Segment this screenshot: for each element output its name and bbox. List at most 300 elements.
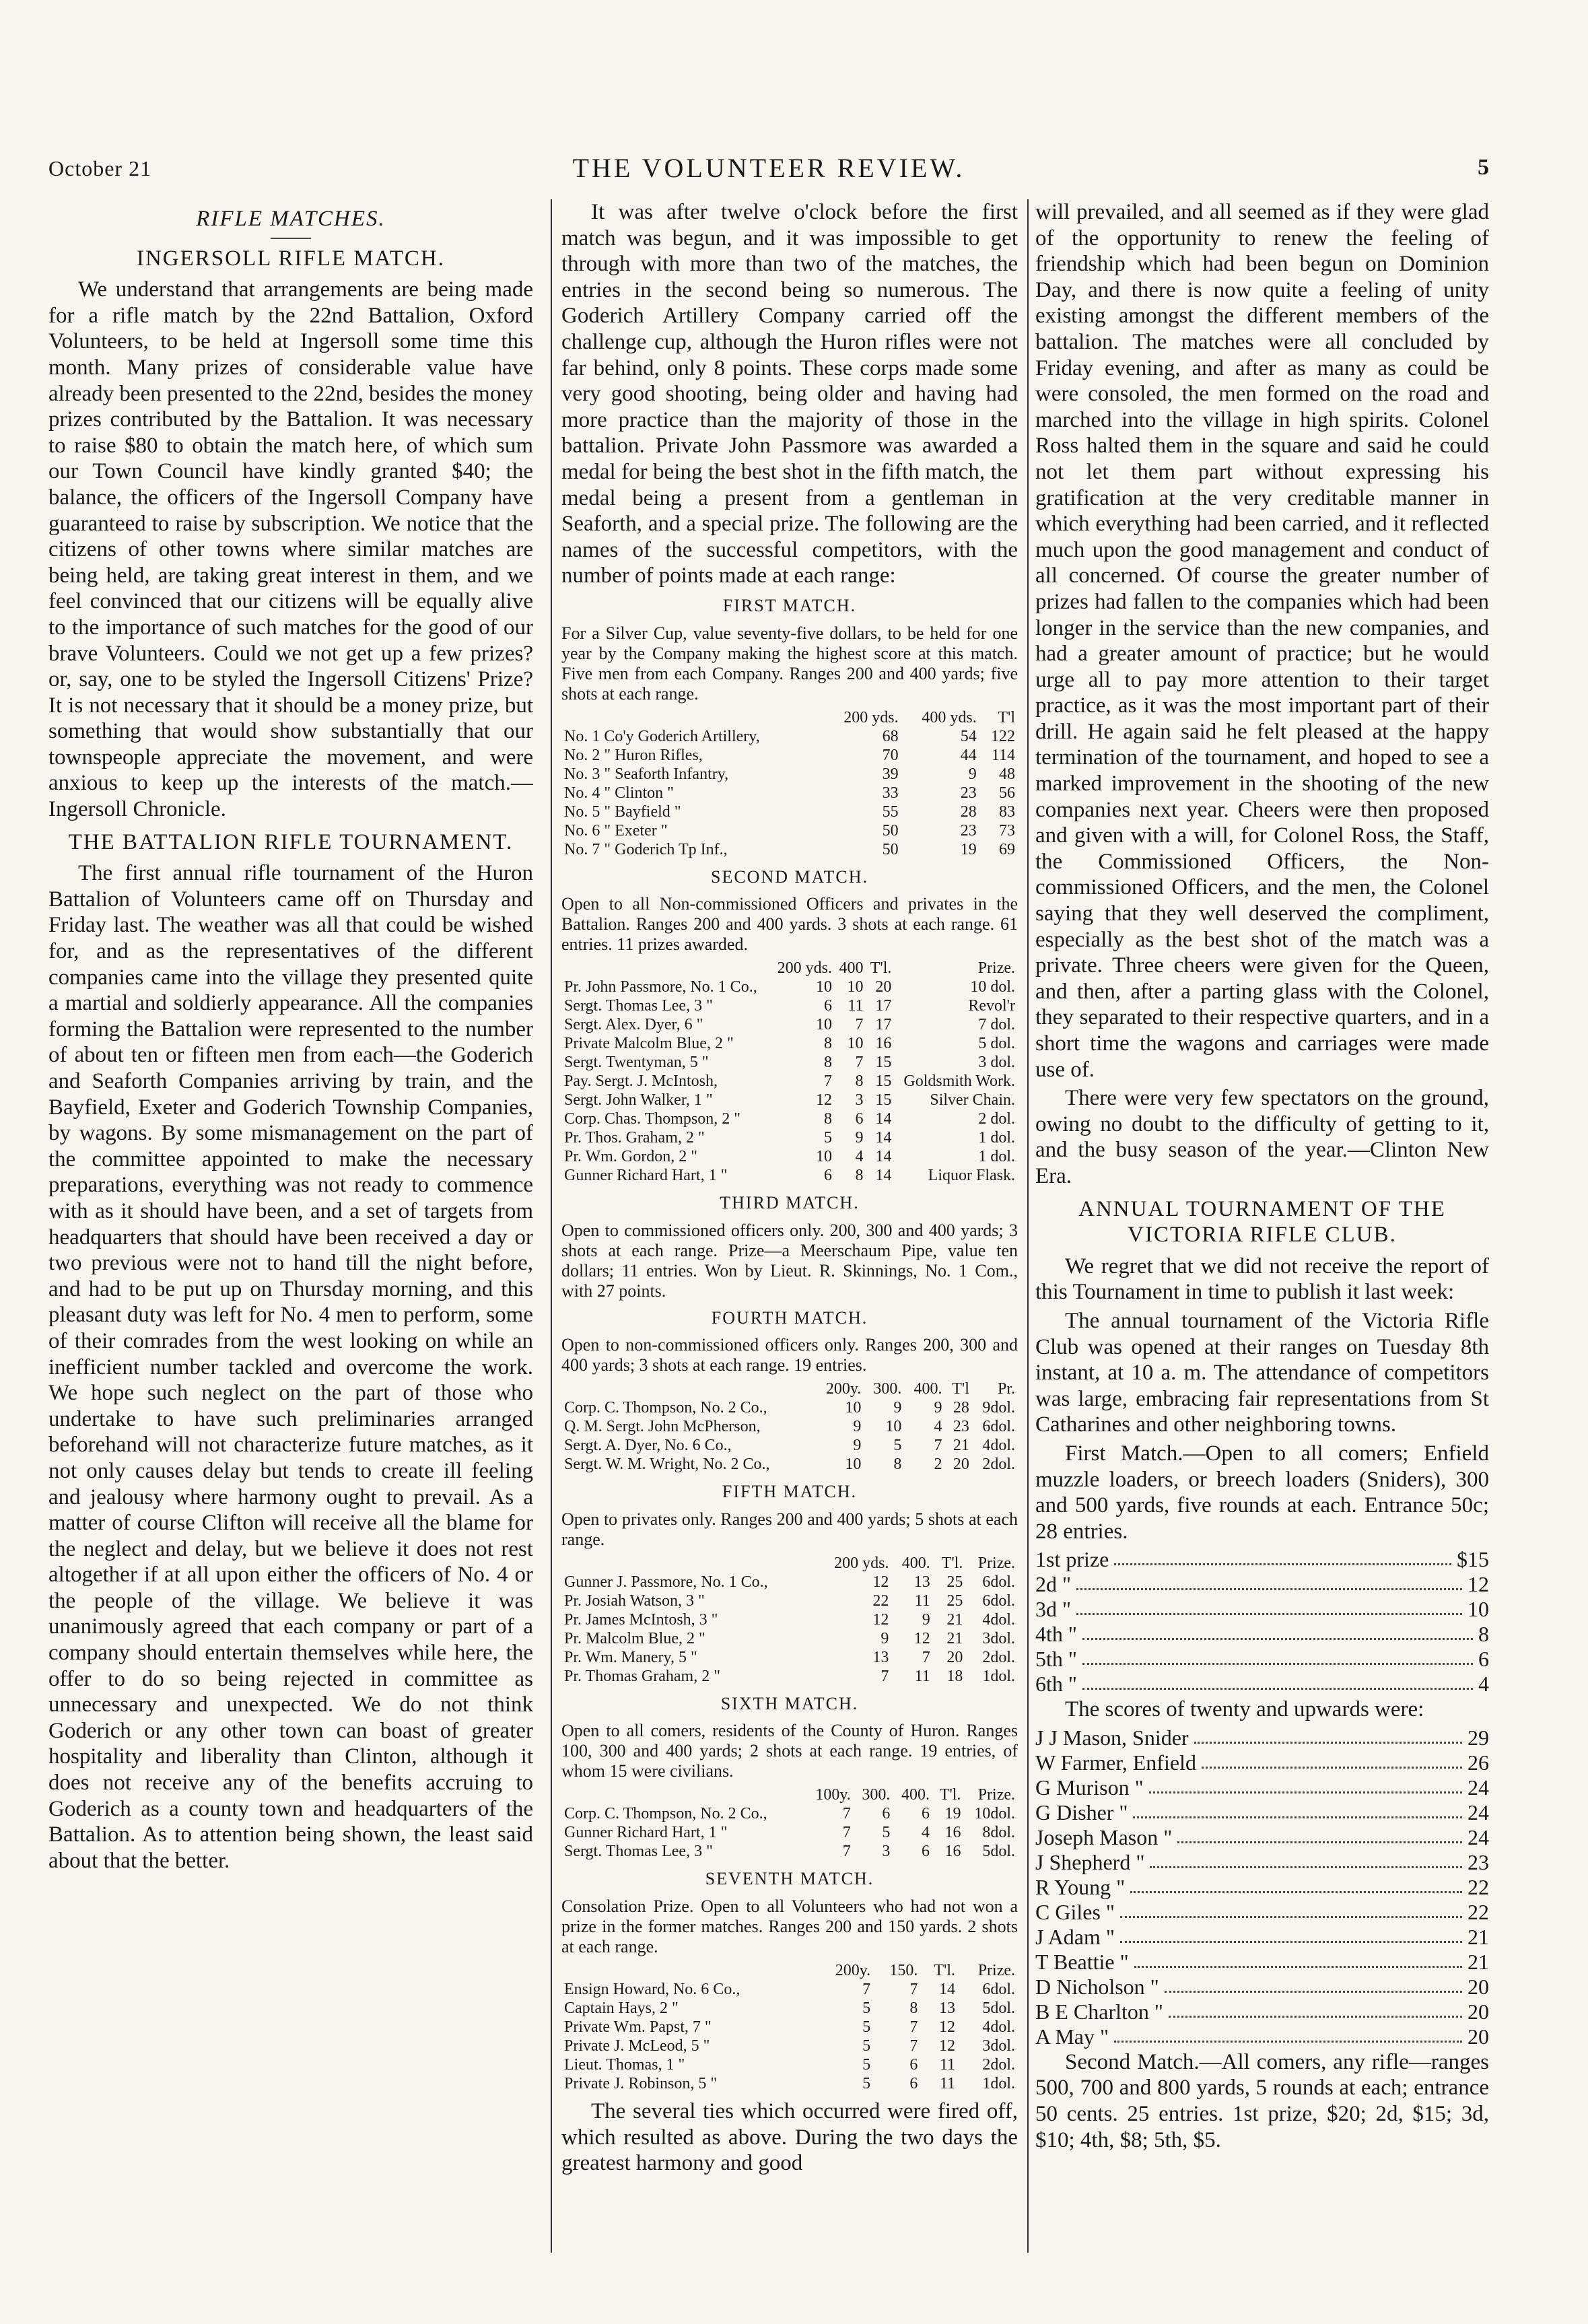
column-header: 400. (913, 1380, 942, 1398)
dot-leader (1120, 1900, 1462, 1918)
dot-leader (1134, 1950, 1462, 1968)
column-header: T'l. (941, 1554, 963, 1572)
table-cell: 10 (815, 1148, 832, 1166)
dot-leader (1165, 1975, 1462, 1993)
entry-value: 6 (1478, 1647, 1489, 1672)
table-row (561, 1842, 1018, 1861)
table-row (561, 765, 1018, 784)
entry-label: 6th " (1035, 1672, 1077, 1697)
table-cell: 7 (855, 1016, 864, 1034)
table-cell: Pr. Thomas Graham, 2 " (564, 1667, 720, 1685)
table-cell: 12 (872, 1573, 889, 1591)
dot-leader (1150, 1850, 1462, 1868)
match-title: SECOND MATCH. (710, 866, 869, 887)
entry-label: T Beattie " (1035, 1949, 1129, 1974)
table-cell: 25 (946, 1592, 963, 1610)
table-cell: 23 (960, 784, 977, 802)
table-cell: 2dol. (982, 1456, 1015, 1474)
table-row (561, 1147, 1018, 1166)
prize-row (1035, 1672, 1489, 1697)
article-paragraph: First Match.—Open to all comers; Enfield muzzle loaders, or breech loaders (Sniders), 300 and 500 yards, five rounds at each. Entrance 50c; 28 entries. (1035, 1441, 1489, 1544)
table-cell: 4dol. (982, 2018, 1015, 2037)
article-paragraph: There were very few spectators on the ground, owing no doubt to the difficulty of getting to it, and the busy season of the year.—Clinton New Era. (1035, 1086, 1489, 1188)
entry-label: B E Charlton " (1035, 1999, 1163, 2024)
match-conditions: Open to non-commissioned officers only. Ranges 200, 300 and 400 yards; 3 shots at each range. 19 entries. (561, 1335, 1018, 1375)
table-cell: 16 (944, 1824, 961, 1842)
entry-label: 5th " (1035, 1647, 1077, 1672)
table-cell: 4 (921, 1824, 930, 1842)
table-cell: Pr. Wm. Manery, 5 " (564, 1648, 697, 1666)
results-table (561, 959, 1018, 1185)
column-header: T'l (952, 1380, 969, 1398)
table-cell: 4 (855, 1148, 864, 1166)
table-cell: Pay. Sergt. J. McIntosh, (564, 1072, 718, 1091)
table-cell: Liquor Flask. (928, 1167, 1015, 1185)
table-cell: Sergt. W. M. Wright, No. 2 Co., (564, 1456, 770, 1474)
table-cell: Goldsmith Work. (903, 1072, 1015, 1091)
table-cell: 10 (847, 1035, 864, 1053)
table-row (561, 727, 1018, 746)
table-row (561, 2018, 1018, 2037)
table-row (561, 1109, 1018, 1128)
table-cell: 6dol. (982, 1573, 1015, 1591)
publication-title: THE VOLUNTEER REVIEW. (572, 153, 965, 183)
table-cell: 5 (862, 2056, 871, 2074)
article-paragraph: It was after twelve o'clock before the first match was begun, and it was impossible to get through with more than two of the matches, the entries in the second being so numerous. The Goderich Artillery Company carried off the challenge cup, although the Huron rifles were not far behind, only 8 points. These corps made some very good shooting, being older and having had more practice than the majority of those in the battalion. Private John Passmore was awarded a medal for being the best shot in the fifth match, the medal being a present from a gentleman in Seaforth, and a special prize. The following are the names of the successful competitors, with the number of points made at each range: (561, 200, 1018, 588)
table-cell: 11 (914, 1592, 930, 1610)
table-cell: 7 (823, 1072, 832, 1091)
entry-label: C Giles " (1035, 1899, 1115, 1924)
table-cell: 20 (953, 1456, 969, 1474)
table-cell: 10 (815, 978, 832, 996)
entry-value: 8 (1478, 1622, 1489, 1647)
entry-label: G Disher " (1035, 1800, 1128, 1824)
divider (271, 238, 311, 239)
table-cell: 7 (909, 2037, 918, 2055)
table-cell: 2 (934, 1456, 942, 1474)
table-cell: 5 (862, 2018, 871, 2037)
table-cell: Private J. McLeod, 5 " (564, 2037, 710, 2055)
dot-leader (1169, 2000, 1462, 2018)
table-cell: 12 (913, 1629, 930, 1647)
dot-leader (1114, 1547, 1451, 1565)
table-cell: 68 (882, 727, 899, 745)
table-cell: 17 (875, 1016, 892, 1034)
table-cell: Pr. Wm. Gordon, 2 " (564, 1148, 698, 1166)
entry-value: 22 (1468, 1899, 1489, 1924)
table-row (561, 1128, 1018, 1147)
table-row (561, 1455, 1018, 1474)
table-row (561, 996, 1018, 1015)
table-cell: 6 (921, 1805, 930, 1823)
table-cell: 44 (960, 746, 977, 764)
table-cell: 1dol. (982, 2075, 1015, 2093)
article-paragraph: We understand that arrangements are being made for a rifle match by the 22nd Battalion, Oxford Volunteers, to be held at Ingersoll some time this month. Many prizes of considerable value have already been presented to the 22nd, besides the money prizes contributed by the Battalion. It was necessary to raise $80 to obtain the match here, of which sum our Town Council have kindly granted $40; the balance, the officers of the Ingersoll Company have guaranteed to raise by subscription. We notice that the citizens of other towns where similar matches are being held, are taking great interest in them, and we feel convinced that our citizens will be equally alive to the importance of such matches for the good of our brave Volunteers. Could we not get up a few prizes? or, say, one to be styled the Ingersoll Citizens' Prize? It is not necessary that it should be a money prize, but something that would show substantially that our townspeople appreciate the movement, and were anxious to keep up the interests of the match.—Ingersoll Chronicle. (48, 277, 533, 822)
table-cell: Sergt. Thomas Lee, 3 " (564, 997, 713, 1015)
entry-label: 1st prize (1035, 1547, 1109, 1572)
table-cell: Sergt. John Walker, 1 " (564, 1091, 713, 1109)
score-row (1035, 1800, 1489, 1825)
table-cell: 3dol. (982, 1629, 1015, 1647)
table-cell: 7 (862, 1981, 871, 1999)
match-conditions: Open to privates only. Ranges 200 and 400 yards; 5 shots at each range. (561, 1509, 1018, 1549)
table-cell: 50 (882, 840, 899, 858)
column-header: T'l. (934, 1962, 956, 1980)
table-row (561, 1417, 1018, 1436)
article-heading: INGERSOLL RIFLE MATCH. (136, 246, 446, 271)
table-cell: 9 (934, 1399, 942, 1417)
table-cell: 9 (881, 1629, 889, 1647)
column-header: 400. (901, 1786, 930, 1804)
table-row (561, 1667, 1018, 1686)
table-row (561, 1629, 1018, 1648)
table-row (561, 1804, 1018, 1823)
column-header: 200 yds. (843, 708, 899, 726)
table-cell: 7 (842, 1824, 851, 1842)
column-header: 200 yds. (834, 1554, 889, 1572)
column-header: 300. (862, 1786, 891, 1804)
score-row (1035, 1750, 1489, 1775)
table-cell: Captain Hays, 2 " (564, 2000, 679, 2018)
table-cell: Corp. C. Thompson, No. 2 Co., (564, 1399, 767, 1417)
table-cell: Lieut. Thomas, 1 " (564, 2056, 685, 2074)
table-cell: 5 (893, 1437, 902, 1455)
table-row (561, 1592, 1018, 1610)
table-cell: 12 (939, 2018, 956, 2037)
match-conditions: Open to all comers, residents of the County of Huron. Ranges 100, 300 and 400 yards; 2 shots at each range. 19 entries, of whom 15 were civilians. (561, 1721, 1018, 1781)
article-paragraph: The first annual rifle tournament of the Huron Battalion of Volunteers came off on Thursday and Friday last. The weather was all that could be wished for, and as the representatives of the different companies came into the village they presented quite a martial and soldierly appearance. All the companies forming the Battalion were represented to the number of about ten or fifteen men from each—the Goderich and Seaforth Companies arriving by train, and the Bayfield, Exeter and Goderich Township Companies, by wagons. By some mismanagement on the part of the committee appointed to make the necessary preparations, everything was not ready to commence with as it should have been, and a set of targets from headquarters that should have been received a day or two previous were not to hand till the night before, and had to be put up on Thursday morning, and this pleasant duty was left for No. 4 men to perform, some of their comrades from the west looking on while an inefficient number tackled and overcome the work. We hope such neglect on the part of those who undertake to have such preliminaries arranged beforehand will not characterize future matches, as it not only causes delay but tends to create ill feeling and jealousy where harmony ought to prevail. As a matter of course Clifton will receive all the blame for the neglect and delay, but we believe it does not rest altogether if at all upon either the officers of No. 4 or the people of the village. We believe it was unanimously agreed that each company or part of a company should entertain themselves while here, the offer to do so being rejected in committee as unnecessary and unexpected. We do not think Goderich or any other town can boast of greater hospitality and liberality than Clinton, although it does not receive any of the benefits accruing to Goderich as a county town and headquarters of the Battalion. As to attention being shown, the least said about that the better. (48, 861, 533, 1873)
table-cell: 20 (946, 1648, 963, 1666)
table-cell: 7 (934, 1437, 942, 1455)
table-cell: 9 (893, 1399, 902, 1417)
table-row (561, 1034, 1018, 1053)
table-cell: Revol'r (968, 997, 1015, 1015)
table-cell: 19 (944, 1805, 961, 1823)
table-cell: Silver Chain. (930, 1091, 1015, 1109)
match-conditions: Consolation Prize. Open to all Volunteers who had not won a prize in the former matches. Ranges 200 and 150 yards. 2 shots at each range. (561, 1896, 1018, 1957)
table-cell: 7 (842, 1843, 851, 1861)
entry-value: 24 (1468, 1775, 1489, 1800)
table-cell: 8 (893, 1456, 902, 1474)
table-cell: 12 (815, 1091, 832, 1109)
column-3 (1035, 199, 1489, 2253)
table-cell: Sergt. Twentyman, 5 " (564, 1054, 709, 1072)
dot-leader (1120, 1925, 1462, 1943)
table-cell: 21 (946, 1610, 963, 1629)
table-cell: 114 (991, 746, 1015, 764)
article-heading: THE BATTALION RIFLE TOURNAMENT. (68, 829, 514, 854)
table-cell: 7 (842, 1805, 851, 1823)
page-number: 5 (1478, 155, 1489, 180)
column-header: Prize. (977, 1786, 1015, 1804)
table-row (561, 2055, 1018, 2074)
entry-value: 12 (1468, 1572, 1489, 1597)
column-header (561, 1785, 806, 1804)
table-cell: Sergt. Thomas Lee, 3 " (564, 1843, 713, 1861)
column-header: 300. (873, 1380, 902, 1398)
table-cell: 13 (939, 2000, 956, 2018)
table-cell: 9 (922, 1610, 930, 1629)
dot-leader (1149, 1775, 1462, 1793)
column-header: Prize. (977, 959, 1015, 978)
section-heading: RIFLE MATCHES. (196, 207, 386, 231)
table-cell: 8 (855, 1072, 864, 1091)
entry-value: 24 (1468, 1824, 1489, 1849)
table-row (561, 821, 1018, 840)
table-header-row (561, 1785, 1018, 1804)
table-cell: 10 (885, 1418, 902, 1436)
match-block (561, 864, 1018, 1186)
table-cell: 8 (855, 1167, 864, 1185)
column-header: Prize. (977, 1554, 1015, 1572)
column-header: T'l (998, 708, 1015, 726)
column-header: 200y. (825, 1380, 862, 1398)
table-cell: 14 (875, 1110, 892, 1128)
column-header: 150. (889, 1962, 918, 1980)
table-cell: 10 (815, 1016, 832, 1034)
table-cell: 2dol. (982, 2056, 1015, 2074)
table-row (561, 1610, 1018, 1629)
dot-leader (1082, 1647, 1473, 1665)
table-cell: 23 (960, 821, 977, 840)
match-block (561, 1479, 1018, 1686)
table-cell: 73 (999, 821, 1015, 840)
dot-leader (1130, 1875, 1462, 1893)
table-cell: 6 (823, 997, 832, 1015)
table-row (561, 1053, 1018, 1072)
table-cell: 22 (872, 1592, 889, 1610)
entry-label: J Adam " (1035, 1924, 1115, 1949)
column-header (561, 1961, 816, 1980)
table-cell: 9 (853, 1418, 862, 1436)
prize-row (1035, 1622, 1489, 1647)
table-cell: Q. M. Sergt. John McPherson, (564, 1418, 761, 1436)
table-cell: 6dol. (982, 1592, 1015, 1610)
match-block (561, 1305, 1018, 1474)
table-cell: Private Malcolm Blue, 2 " (564, 1035, 734, 1053)
table-row (561, 2037, 1018, 2055)
table-row (561, 978, 1018, 996)
table-row (561, 840, 1018, 859)
score-row (1035, 2000, 1489, 2024)
entry-label: Joseph Mason " (1035, 1824, 1173, 1849)
prize-list (1035, 1547, 1489, 1697)
table-cell: 56 (999, 784, 1015, 802)
table-cell: 8 (823, 1110, 832, 1128)
table-cell: 15 (875, 1091, 892, 1109)
column-header: 400. (901, 1554, 930, 1572)
table-row (561, 1999, 1018, 2018)
table-cell: 5dol. (982, 1843, 1015, 1861)
entry-value: 26 (1468, 1750, 1489, 1775)
article-paragraph: will prevailed, and all seemed as if they were glad of the opportunity to renew the feeling of friendship which had been begun on Dominion Day, and there is now quite a feeling of unity existing amongst the different members of the battalion. The matches were all concluded by Friday evening, and after as many as could be were consoled, the men formed on the road and marched into the village in high spirits. Colonel Ross halted them in the square and said he could not let them part without expressing his gratification at the very creditable manner in which everything had been carried, and it reflected much upon the good management and conduct of all concerned. Of course the greater number of prizes had fallen to the companies which had been longer in the service than the new companies, and had a greater amount of practice; but he would urge all to pay more attention to their target practice, as it was the most important part of their drill. He again said he felt pleased at the happy termination of the tournament, and hoped to see a marked improvement in the shooting of the new companies next year. Cheers were then proposed and given with a will, for Colonel Ross, the Staff, the Commissioned Officers, the Non-commissioned Officers, and the men, the Colonel saying that they well deserved the compliment, especially as the best shot of the match was a private. Three cheers were given for the Queen, and then, after a parting glass with the Colonel, they separated to their respective quarters, and in a short time the wagons and carriages were made use of. (1035, 200, 1489, 1082)
score-row (1035, 1850, 1489, 1875)
dot-leader (1082, 1622, 1473, 1640)
results-table (561, 1785, 1018, 1861)
table-cell: 5 (862, 2037, 871, 2055)
column-2 (551, 199, 1029, 2253)
table-cell: No. 5 " Bayfield " (564, 802, 681, 821)
column-header (561, 1379, 815, 1398)
match-conditions: Open to commissioned officers only. 200, 300 and 400 yards; 3 shots at each range. Prize—a Meerschaum Pipe, value ten dollars; 11 entries. Won by Lieut. R. Skinnings, No. 1 Com., with 27 points. (561, 1220, 1018, 1301)
match-block (561, 1691, 1018, 1861)
table-row (561, 1398, 1018, 1417)
table-cell: 9 (853, 1437, 862, 1455)
score-row (1035, 1975, 1489, 2000)
match-title: FIFTH MATCH. (722, 1482, 858, 1502)
column-header (561, 959, 771, 978)
dot-leader (1133, 1800, 1462, 1818)
entry-value: 24 (1468, 1800, 1489, 1824)
prize-row (1035, 1547, 1489, 1572)
score-row (1035, 1775, 1489, 1800)
entry-label: 3d " (1035, 1597, 1072, 1622)
entry-value: 10 (1468, 1597, 1489, 1622)
table-cell: 6 (823, 1167, 832, 1185)
article-paragraph: We regret that we did not receive the report of this Tournament in time to publish it last week: (1035, 1254, 1489, 1305)
match-title: SEVENTH MATCH. (705, 1869, 874, 1889)
column-1 (48, 199, 533, 2253)
column-header (561, 708, 823, 727)
page-header (48, 152, 1489, 193)
table-cell: Pr. Malcolm Blue, 2 " (564, 1629, 705, 1647)
prize-row (1035, 1647, 1489, 1672)
table-header-row (561, 1379, 1018, 1398)
table-row (561, 1823, 1018, 1842)
table-cell: 13 (913, 1573, 930, 1591)
table-header-row (561, 708, 1018, 727)
table-cell: 5 dol. (978, 1035, 1015, 1053)
table-cell: 23 (953, 1418, 969, 1436)
column-header: T'l. (939, 1786, 961, 1804)
table-cell: 28 (960, 802, 977, 821)
match-title: FIRST MATCH. (722, 595, 857, 615)
entry-label: J Shepherd " (1035, 1849, 1145, 1874)
table-cell: 14 (939, 1981, 956, 1999)
match-conditions: For a Silver Cup, value seventy-five dollars, to be held for one year by the Company making the highest score at this match. Five men from each Company. Ranges 200 and 400 yards; five shots at each range. (561, 623, 1018, 704)
match-title: THIRD MATCH. (720, 1193, 860, 1213)
column-header (561, 1554, 818, 1573)
table-cell: 5 (862, 2075, 871, 2093)
table-cell: 1 dol. (978, 1148, 1015, 1166)
table-cell: 7 (922, 1648, 930, 1666)
entry-label: 4th " (1035, 1622, 1077, 1647)
table-cell: 3 (855, 1091, 864, 1109)
score-row (1035, 2024, 1489, 2049)
table-cell: 21 (953, 1437, 969, 1455)
entry-value: 21 (1468, 1949, 1489, 1974)
table-row (561, 2074, 1018, 2093)
table-cell: 2 dol. (978, 1110, 1015, 1128)
article-paragraph: The several ties which occurred were fired off, which resulted as above. During the two days the greatest harmony and good (561, 2099, 1018, 2176)
table-cell: 5 (823, 1129, 832, 1147)
table-cell: No. 4 " Clinton " (564, 784, 674, 802)
table-cell: 10dol. (974, 1805, 1015, 1823)
score-row (1035, 1725, 1489, 1750)
entry-value: $15 (1457, 1547, 1489, 1572)
table-header-row (561, 1554, 1018, 1573)
table-cell: 70 (882, 746, 899, 764)
table-cell: Pr. James McIntosh, 3 " (564, 1610, 718, 1629)
table-cell: 10 (845, 1456, 862, 1474)
table-cell: No. 2 " Huron Rifles, (564, 746, 703, 764)
dot-leader (1082, 1672, 1473, 1690)
table-cell: 7 (909, 2018, 918, 2037)
article-paragraph: The annual tournament of the Victoria Rifle Club was opened at their ranges on Tuesday 8th instant, at 10 a. m. The attendance of competitors was large, embracing fair representations from St Catharines and other neighboring towns. (1035, 1308, 1489, 1437)
entry-value: 21 (1468, 1924, 1489, 1949)
entry-label: G Murison " (1035, 1775, 1144, 1800)
table-row (561, 802, 1018, 821)
score-row (1035, 1875, 1489, 1900)
table-cell: 1dol. (982, 1667, 1015, 1685)
table-cell: Pr. Thos. Graham, 2 " (564, 1129, 705, 1147)
match-title: SIXTH MATCH. (720, 1693, 859, 1713)
table-cell: 21 (946, 1629, 963, 1647)
table-cell: No. 3 " Seaforth Infantry, (564, 765, 729, 783)
table-row (561, 1980, 1018, 1999)
table-cell: Private Wm. Papst, 7 " (564, 2018, 712, 2037)
table-cell: 3 (882, 1843, 891, 1861)
entry-label: D Nicholson " (1035, 1974, 1159, 1999)
match-conditions: Open to all Non-commissioned Officers and privates in the Battalion. Ranges 200 and 400 yards. 3 shots at each range. 61 entries. 11 prizes awarded. (561, 894, 1018, 955)
table-cell: Ensign Howard, No. 6 Co., (564, 1981, 740, 1999)
table-cell: 48 (999, 765, 1015, 783)
table-cell: 11 (939, 2056, 956, 2074)
table-cell: 8 (823, 1054, 832, 1072)
table-cell: 8 (909, 2000, 918, 2018)
table-cell: 3dol. (982, 2037, 1015, 2055)
table-row (561, 1573, 1018, 1592)
table-row (561, 1091, 1018, 1109)
table-cell: 7 (909, 1981, 918, 1999)
table-cell: Sergt. Alex. Dyer, 6 " (564, 1016, 703, 1034)
table-cell: 18 (946, 1667, 963, 1685)
dot-leader (1177, 1825, 1462, 1843)
dot-leader (1194, 1725, 1462, 1744)
entry-value: 23 (1468, 1849, 1489, 1874)
table-cell: 16 (875, 1035, 892, 1053)
column-header: 400 yds. (922, 708, 977, 726)
table-row (561, 1072, 1018, 1091)
table-cell: 7 (881, 1667, 889, 1685)
table-cell: 50 (882, 821, 899, 840)
table-cell: 5 (862, 2000, 871, 2018)
results-table (561, 1554, 1018, 1686)
table-cell: 14 (875, 1148, 892, 1166)
column-header: Pr. (997, 1380, 1015, 1398)
table-cell: 14 (875, 1167, 892, 1185)
dot-leader (1076, 1572, 1462, 1590)
table-cell: 14 (875, 1129, 892, 1147)
table-cell: 16 (944, 1843, 961, 1861)
table-row (561, 1015, 1018, 1034)
score-row (1035, 1925, 1489, 1950)
table-cell: No. 6 " Exeter " (564, 821, 668, 840)
prize-row (1035, 1597, 1489, 1622)
table-cell: 6dol. (982, 1418, 1015, 1436)
entry-label: W Farmer, Enfield (1035, 1750, 1196, 1775)
table-header-row (561, 959, 1018, 978)
table-cell: 6 (855, 1110, 864, 1128)
table-cell: 69 (999, 840, 1015, 858)
table-cell: 9dol. (982, 1399, 1015, 1417)
table-cell: Pr. John Passmore, No. 1 Co., (564, 978, 757, 996)
table-cell: 6 (921, 1843, 930, 1861)
table-cell: 6 (882, 1805, 891, 1823)
column-header: 100y. (815, 1786, 851, 1804)
article-heading: ANNUAL TOURNAMENT OF THE VICTORIA RIFLE CLUB. (1078, 1196, 1446, 1248)
table-cell: Gunner Richard Hart, 1 " (564, 1824, 728, 1842)
